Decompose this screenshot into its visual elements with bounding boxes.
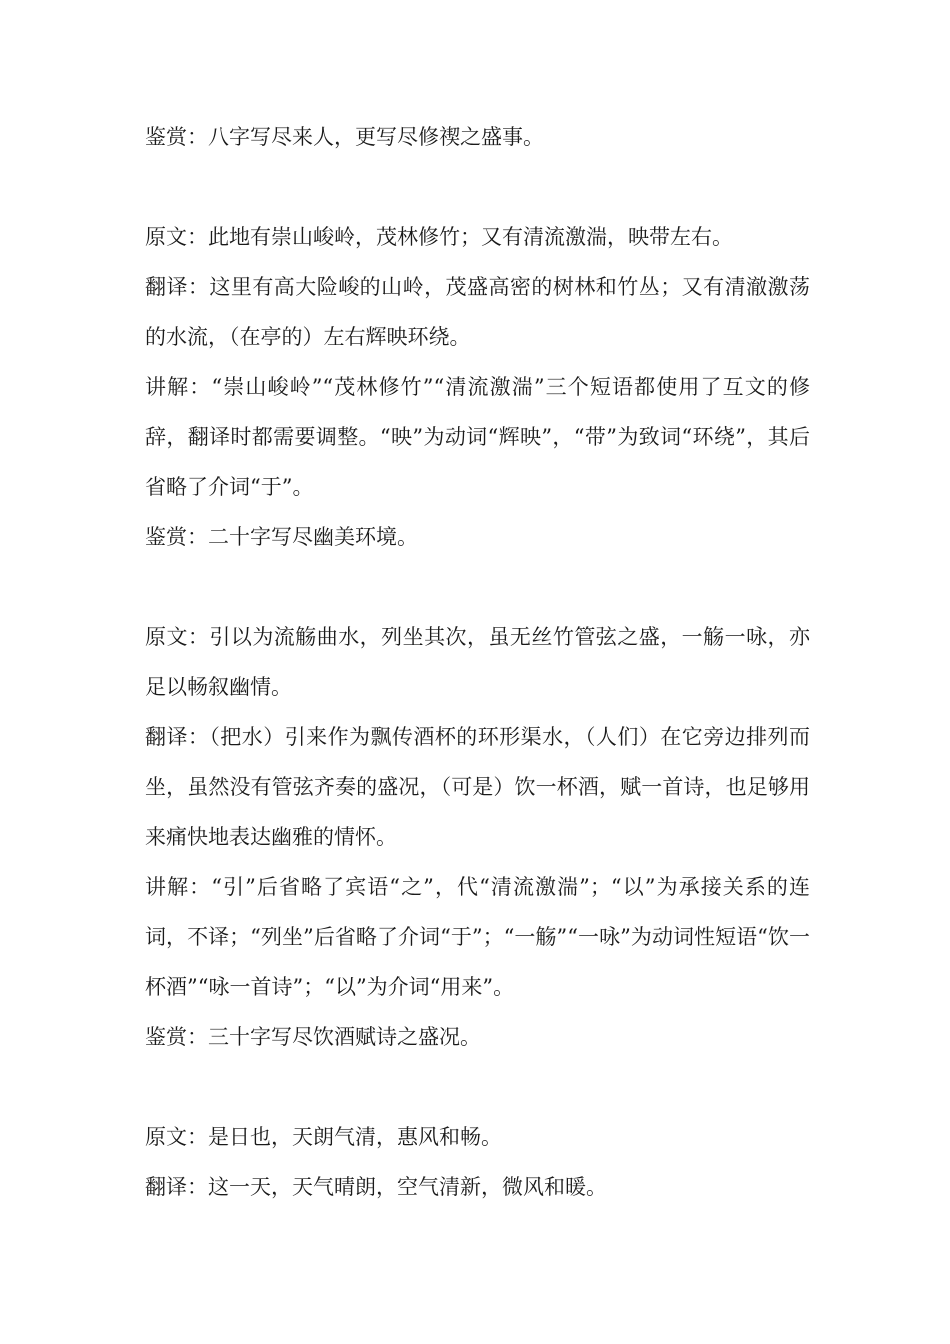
- original-text-paragraph: 原文：是日也，天朗气清，惠风和畅。: [145, 1125, 502, 1149]
- translation-paragraph: 翻译：（把水）引来作为飘传酒杯的环形渠水，（人们）在它旁边排列而坐，虽然没有管弦齐奏的盛况，（可是）饮一杯酒，赋一首诗，也足够用来痛快地表达幽雅的情怀。: [145, 725, 810, 849]
- section-gap: [145, 562, 810, 612]
- section-gap: [145, 1062, 810, 1112]
- explanation-paragraph: 讲解：“引”后省略了宾语“之”，代“清流激湍”；“以”为承接关系的连词，不译；“列坐”后省略了介词“于”；“一觞”“一咏”为动词性短语“饮一杯酒”“咏一首诗”；“以”为介词“用来”。: [145, 875, 810, 999]
- appreciation-paragraph: 鉴赏：三十字写尽饮酒赋诗之盛况。: [145, 1025, 481, 1049]
- translation-paragraph: 翻译：这里有高大险峻的山岭，茂盛高密的树林和竹丛；又有清澈激荡的水流，（在亭的）左右辉映环绕。: [145, 275, 810, 349]
- appreciation-paragraph: 鉴赏：八字写尽来人，更写尽修禊之盛事。: [145, 125, 544, 149]
- appreciation-paragraph: 鉴赏：二十字写尽幽美环境。: [145, 525, 418, 549]
- section-gap: [145, 162, 810, 212]
- explanation-paragraph: 讲解：“崇山峻岭”“茂林修竹”“清流激湍”三个短语都使用了互文的修辞，翻译时都需要调整。“映”为动词“辉映”，“带”为致词“环绕”，其后省略了介词“于”。: [145, 375, 810, 499]
- original-text-paragraph: 原文：引以为流觞曲水，列坐其次，虽无丝竹管弦之盛，一觞一咏，亦足以畅叙幽情。: [145, 625, 810, 699]
- document-body: [145, 112, 810, 1212]
- original-text-paragraph: 原文：此地有崇山峻岭，茂林修竹；又有清流激湍，映带左右。: [145, 225, 733, 249]
- translation-paragraph: 翻译：这一天，天气晴朗，空气清新，微风和暖。: [145, 1175, 607, 1199]
